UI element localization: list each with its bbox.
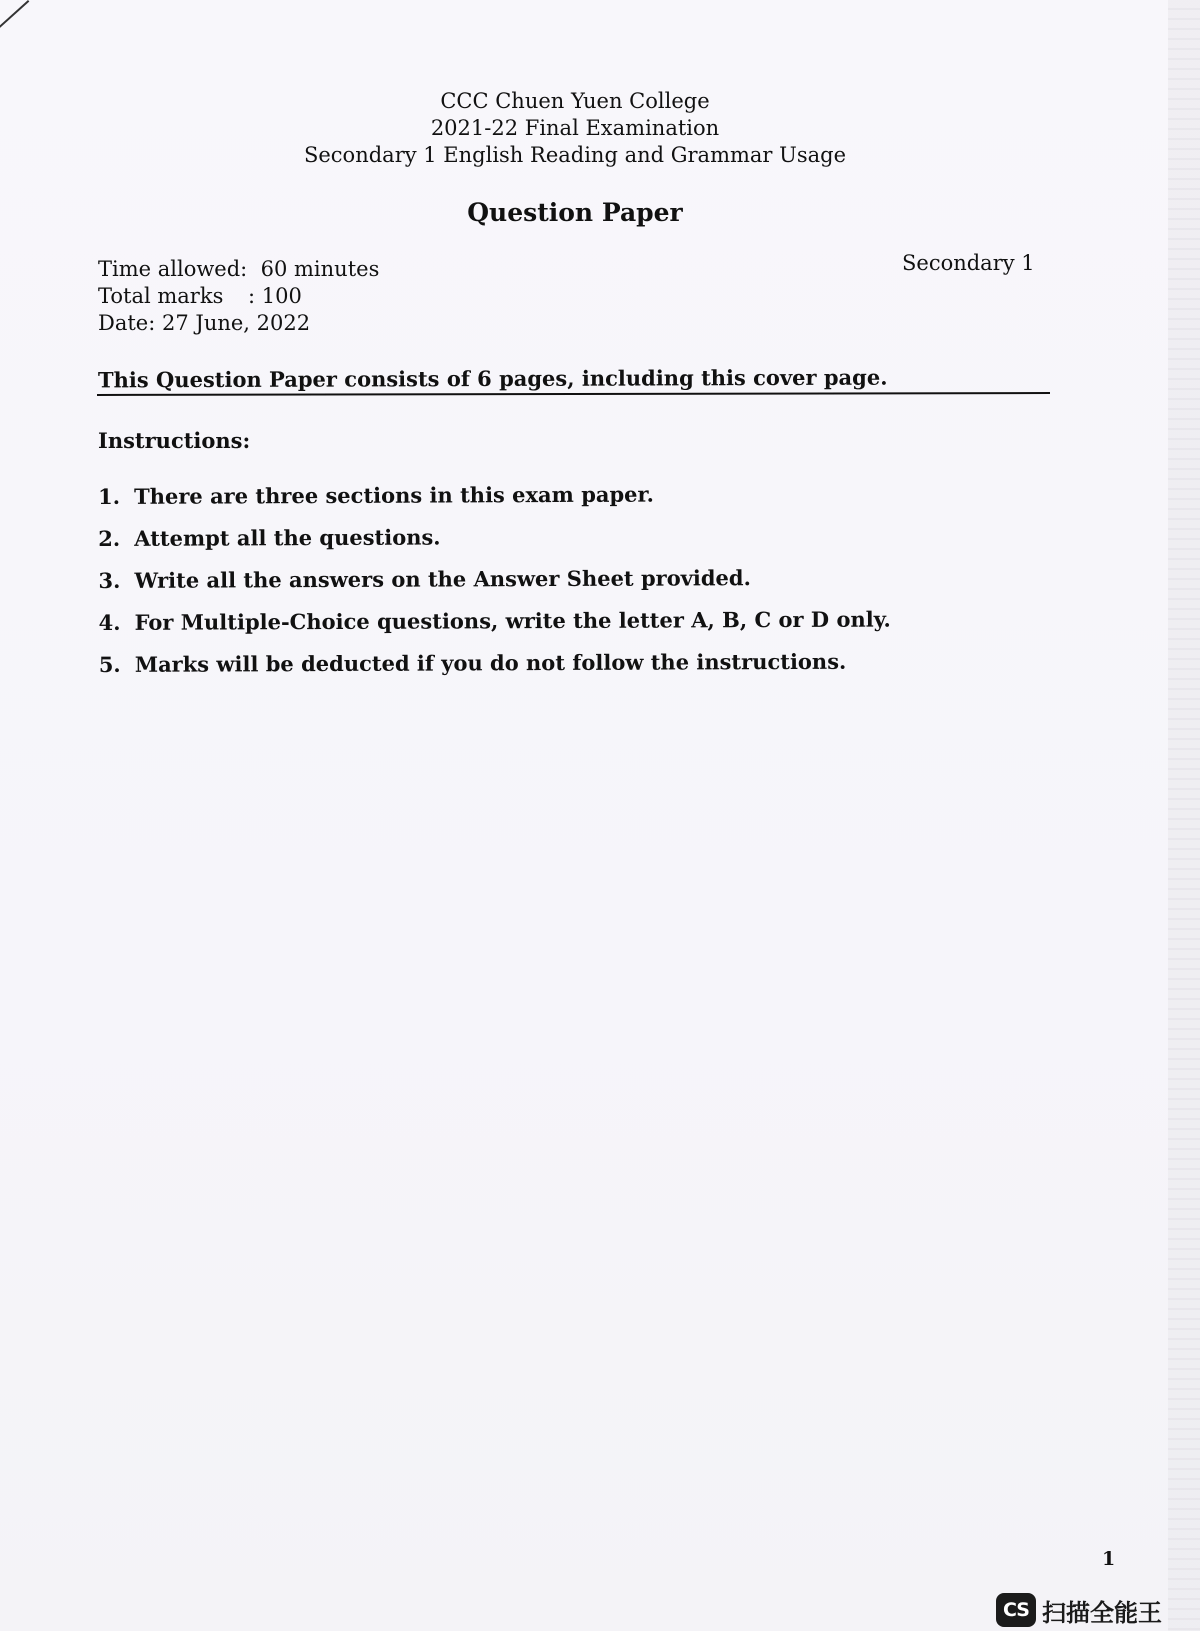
instruction-item: [98, 523, 890, 568]
instructions-heading: Instructions:: [98, 428, 251, 453]
instruction-number: 2.: [98, 525, 121, 551]
instruction-item: [99, 607, 891, 652]
date-label: Date:: [98, 311, 156, 335]
page-count-note: This Question Paper consists of 6 pages, including this cover page.: [97, 364, 888, 393]
camscanner-logo-icon: CS: [996, 1593, 1036, 1627]
total-marks-row: [98, 283, 379, 310]
instructions-list: [98, 481, 891, 694]
page-title: Question Paper: [467, 198, 683, 227]
exam-header: [0, 88, 1150, 169]
page-edge-shadow: [1168, 0, 1200, 1631]
instruction-number: 5.: [98, 651, 121, 677]
instruction-text: For Multiple-Choice questions, write the letter A, B, C or D only.: [134, 606, 891, 635]
exam-meta: [98, 256, 379, 337]
total-marks-value: : 100: [248, 284, 302, 308]
time-allowed-row: [98, 256, 379, 283]
time-allowed-value: 60 minutes: [260, 257, 380, 281]
instruction-text: Write all the answers on the Answer Sheet provided.: [134, 565, 751, 593]
total-marks-label: Total marks: [98, 284, 224, 308]
instruction-number: 1.: [98, 483, 121, 509]
date-row: [98, 310, 379, 337]
level-label: Secondary 1: [902, 251, 1035, 275]
date-value: 27 June, 2022: [162, 311, 311, 335]
subject-name: Secondary 1 English Reading and Grammar Usage: [303, 143, 846, 167]
divider-rule: [97, 392, 1050, 396]
corner-pen-mark: [0, 0, 29, 36]
school-name: CCC Chuen Yuen College: [440, 89, 710, 113]
instruction-item: [99, 649, 891, 694]
instruction-number: 4.: [98, 609, 121, 635]
instruction-text: Attempt all the questions.: [134, 524, 441, 551]
exam-name: 2021-22 Final Examination: [430, 116, 720, 140]
instruction-number: 3.: [98, 567, 121, 593]
instruction-text: There are three sections in this exam paper.: [133, 481, 655, 509]
instruction-item: [98, 565, 890, 610]
page-number: 1: [1102, 1548, 1116, 1570]
instruction-item: [98, 481, 890, 526]
watermark-text: 扫描全能王: [1042, 1598, 1162, 1627]
time-allowed-label: Time allowed:: [98, 257, 248, 281]
scanner-watermark: [996, 1592, 1162, 1628]
instruction-text: Marks will be deducted if you do not follow the instructions.: [134, 648, 847, 677]
